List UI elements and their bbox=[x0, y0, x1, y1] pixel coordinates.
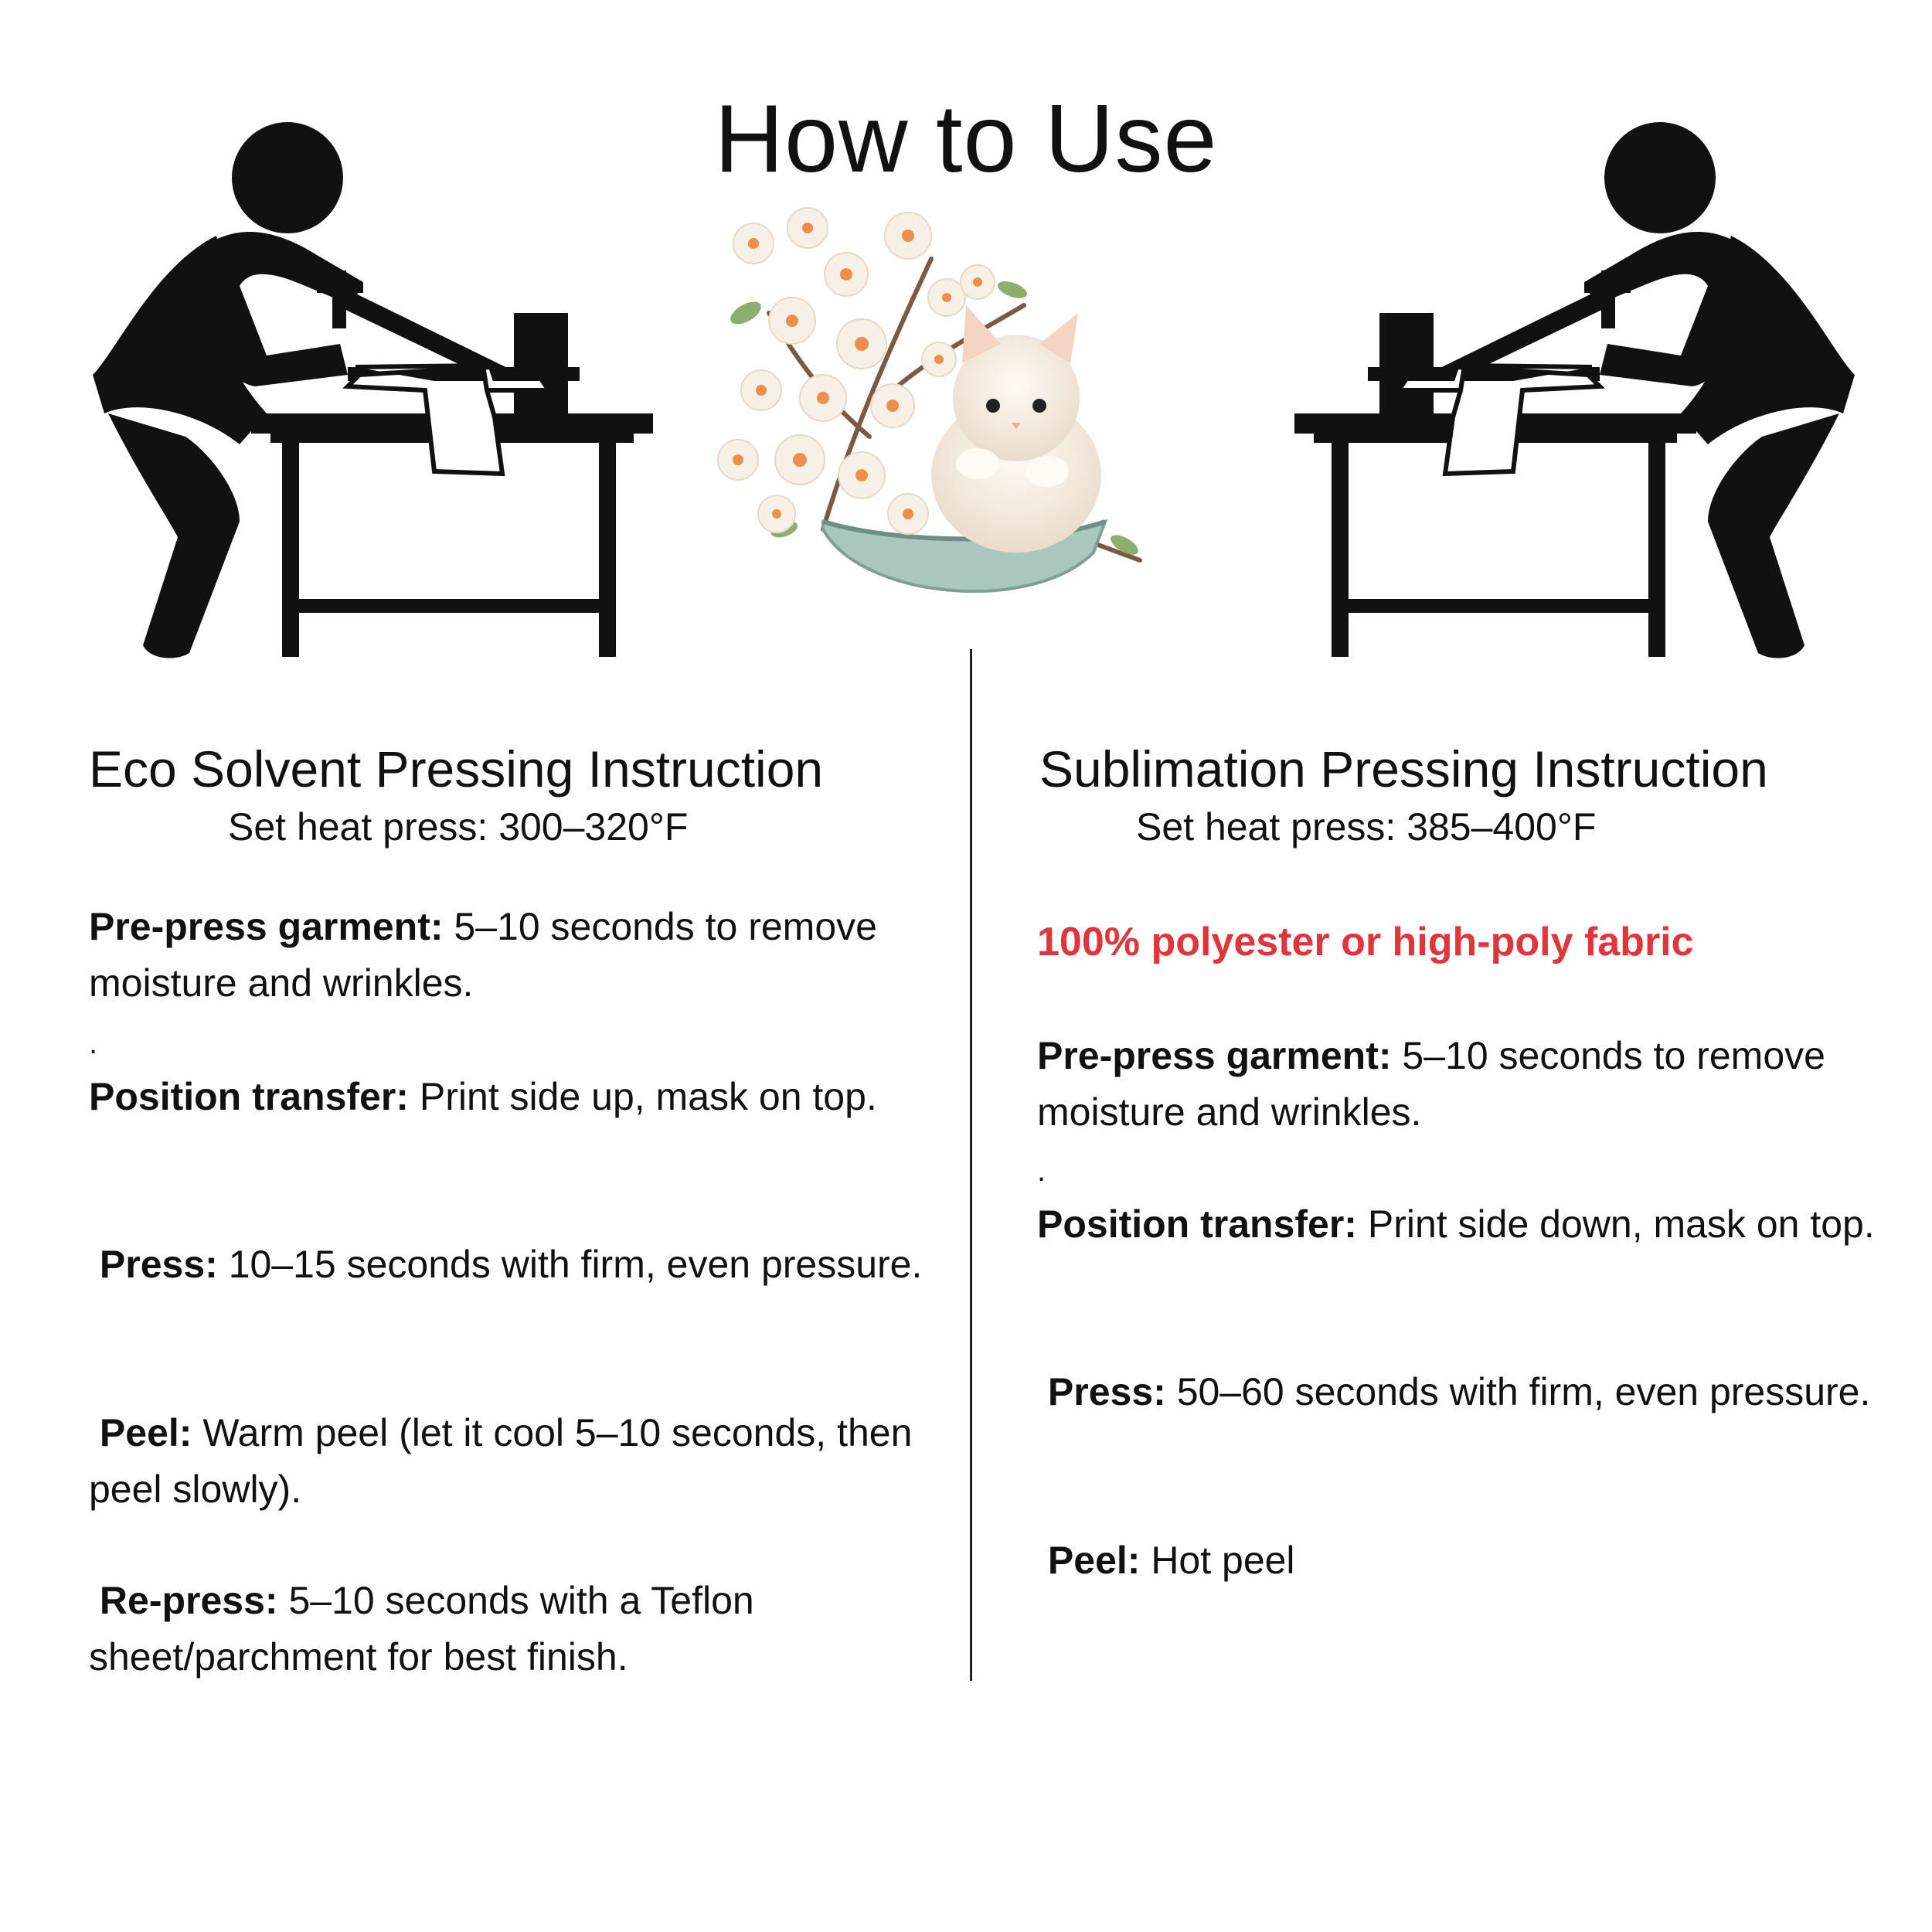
sub-separator: . bbox=[1037, 1154, 1046, 1188]
eco-step-peel bbox=[89, 1405, 954, 1518]
heat-press-worker-icon bbox=[1291, 120, 1862, 661]
step-label: Peel: bbox=[99, 1411, 192, 1454]
eco-step-repress bbox=[89, 1573, 954, 1685]
step-text: Print side down, mask on top. bbox=[1356, 1202, 1875, 1246]
step-text: 5–10 seconds with a Teflon sheet/parchment for best finish. bbox=[89, 1579, 754, 1679]
fabric-requirement-note: 100% polyester or high-poly fabric bbox=[1037, 920, 1694, 964]
step-label: Pre-press garment: bbox=[89, 905, 444, 948]
sub-step-peel bbox=[1037, 1532, 1903, 1589]
step-label: Re-press: bbox=[99, 1579, 278, 1622]
sub-step-prepress bbox=[1037, 1028, 1903, 1141]
step-text: 10–15 seconds with firm, even pressure. bbox=[217, 1243, 923, 1286]
eco-step-press bbox=[89, 1236, 954, 1293]
step-text: Warm peel (let it cool 5–10 seconds, then peel slowly). bbox=[89, 1411, 913, 1511]
eco-separator: . bbox=[89, 1026, 98, 1060]
eco-solvent-heat-setting: Set heat press: 300–320°F bbox=[228, 805, 689, 849]
sub-step-press bbox=[1037, 1364, 1903, 1420]
heat-press-worker-icon bbox=[85, 120, 657, 661]
eco-solvent-heading: Eco Solvent Pressing Instruction bbox=[89, 740, 824, 798]
sub-step-position bbox=[1037, 1196, 1903, 1253]
eco-step-prepress bbox=[89, 899, 954, 1012]
step-text: 5–10 seconds to remove moisture and wrinkles. bbox=[89, 905, 877, 1005]
page-title: How to Use bbox=[714, 86, 1218, 192]
step-label: Pre-press garment: bbox=[1037, 1034, 1392, 1077]
step-text: 5–10 seconds to remove moisture and wrinkles. bbox=[1037, 1034, 1825, 1134]
step-text: 50–60 seconds with firm, even pressure. bbox=[1165, 1370, 1871, 1413]
sublimation-heading: Sublimation Pressing Instruction bbox=[1039, 740, 1768, 798]
step-label: Peel: bbox=[1047, 1539, 1141, 1582]
step-label: Position transfer: bbox=[1037, 1202, 1357, 1246]
step-text: Hot peel bbox=[1140, 1539, 1295, 1582]
eco-step-position bbox=[89, 1069, 954, 1125]
step-text: Print side up, mask on top. bbox=[408, 1075, 877, 1118]
step-label: Press: bbox=[99, 1243, 218, 1286]
step-label: Position transfer: bbox=[89, 1075, 409, 1118]
kitten-boat-illustration bbox=[707, 197, 1171, 645]
column-divider bbox=[970, 649, 972, 1681]
step-label: Press: bbox=[1047, 1370, 1166, 1413]
sublimation-heat-setting: Set heat press: 385–400°F bbox=[1136, 805, 1597, 849]
